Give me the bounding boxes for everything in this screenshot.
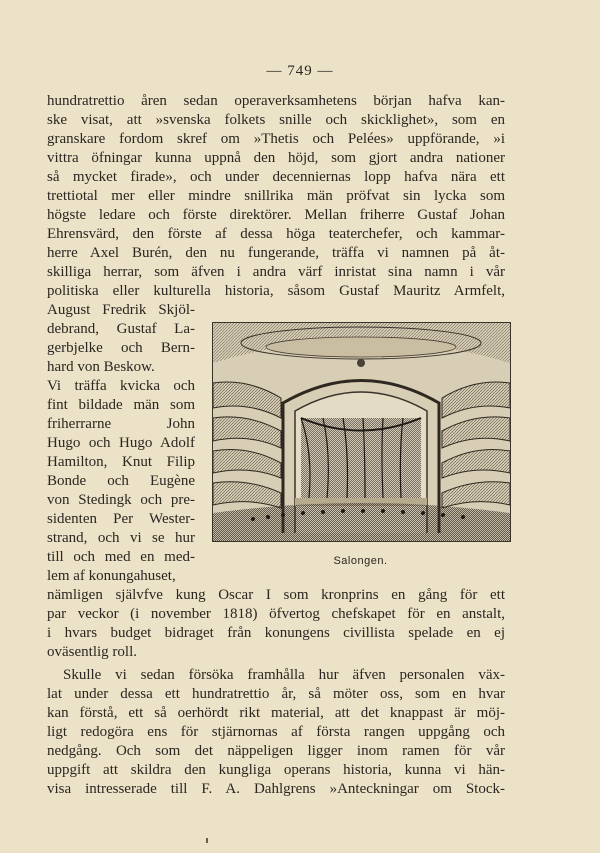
text-line: oväsentlig roll.	[47, 644, 137, 660]
text-line: ligt redogöra ens för stjärnornas af första rangen uppgång och	[47, 724, 505, 740]
theatre-illustration	[212, 322, 511, 542]
text-line: Hamilton, Knut Filip	[47, 454, 195, 470]
text-line: friherrarne John	[47, 416, 195, 432]
text-line: högste ledare och förste direktörer. Mellan friherre Gustaf Johan	[47, 207, 505, 223]
text-line: nedgång. Och som det näppeligen ligger inom ramen för vår	[47, 743, 505, 759]
figure-caption: Salongen.	[333, 555, 388, 567]
text-line: vittra öfningar kunna uppnå den höjd, som gjort andra nationer	[47, 150, 505, 166]
text-line: Vi träffa kvicka och	[47, 378, 195, 394]
text-line: von Stedingk och pre-	[47, 492, 195, 508]
text-line: Hugo och Hugo Adolf	[47, 435, 195, 451]
page-number: — 749 —	[266, 63, 334, 79]
text-line: lem af konungahuset,	[47, 568, 176, 584]
text-line: granskare fordom skref om »Thetis och Pelées» uppförande, »i	[47, 131, 505, 147]
text-line: nämligen självfve kung Oscar I som kronprins en gång för ett	[47, 587, 505, 603]
text-line: Bonde och Eugène	[47, 473, 195, 489]
text-line: Ehrensvärd, den förste af dessa höga teaterchefer, och kammar-	[47, 226, 505, 242]
text-line: herre Axel Burén, den nu fungerande, träffa vi namnen på åt-	[47, 245, 505, 261]
text-line: hard von Beskow.	[47, 359, 155, 375]
text-line: skilliga herrar, som äfven i andra värf inristat sina namn i vår	[47, 264, 505, 280]
text-line: i hvars budget bidraget från konungens civillista spelade en ej	[47, 625, 505, 641]
text-line: hundratrettio åren sedan operaverksamhetens början hafva kan-	[47, 93, 505, 109]
text-line: sidenten Per Wester-	[47, 511, 195, 527]
text-line: lat under dessa ett hundratrettio år, så möter oss, som en hvar	[47, 686, 505, 702]
text-line: gerbjelke och Bern-	[47, 340, 195, 356]
text-line: August Fredrik Skjöl-	[47, 302, 195, 318]
text-line: strand, och vi se hur	[47, 530, 195, 546]
text-line: ske visat, att »svenska folkets snille och skicklighet», som en	[47, 112, 505, 128]
text-line: trettiotal mer eller mindre snillrika män pröfvat sin lycka som	[47, 188, 505, 204]
text-line: par veckor (i november 1818) öfvertog chefskapet för en anstalt,	[47, 606, 505, 622]
text-line: till och med en med-	[47, 549, 195, 565]
text-line: så mycket firade», och under decenniernas lopp hafva nära ett	[47, 169, 505, 185]
text-line: uppgift att skildra den kungliga operans historia, kunna vi hän-	[47, 762, 505, 778]
text-line: debrand, Gustaf La-	[47, 321, 195, 337]
text-line: politiska eller kulturella historia, såsom Gustaf Mauritz Armfelt,	[47, 283, 505, 299]
text-line: Skulle vi sedan försöka framhålla hur äfven personalen väx-	[63, 667, 505, 683]
paper-speck	[206, 838, 208, 843]
text-line: kan förstå, ett så oerhördt rikt material, att det knappast är möj-	[47, 705, 505, 721]
text-line: visa intresserade till F. A. Dahlgrens »Anteckningar om Stock-	[47, 781, 505, 797]
theatre-engraving-image	[213, 323, 510, 541]
text-line: fint bildade män som	[47, 397, 195, 413]
